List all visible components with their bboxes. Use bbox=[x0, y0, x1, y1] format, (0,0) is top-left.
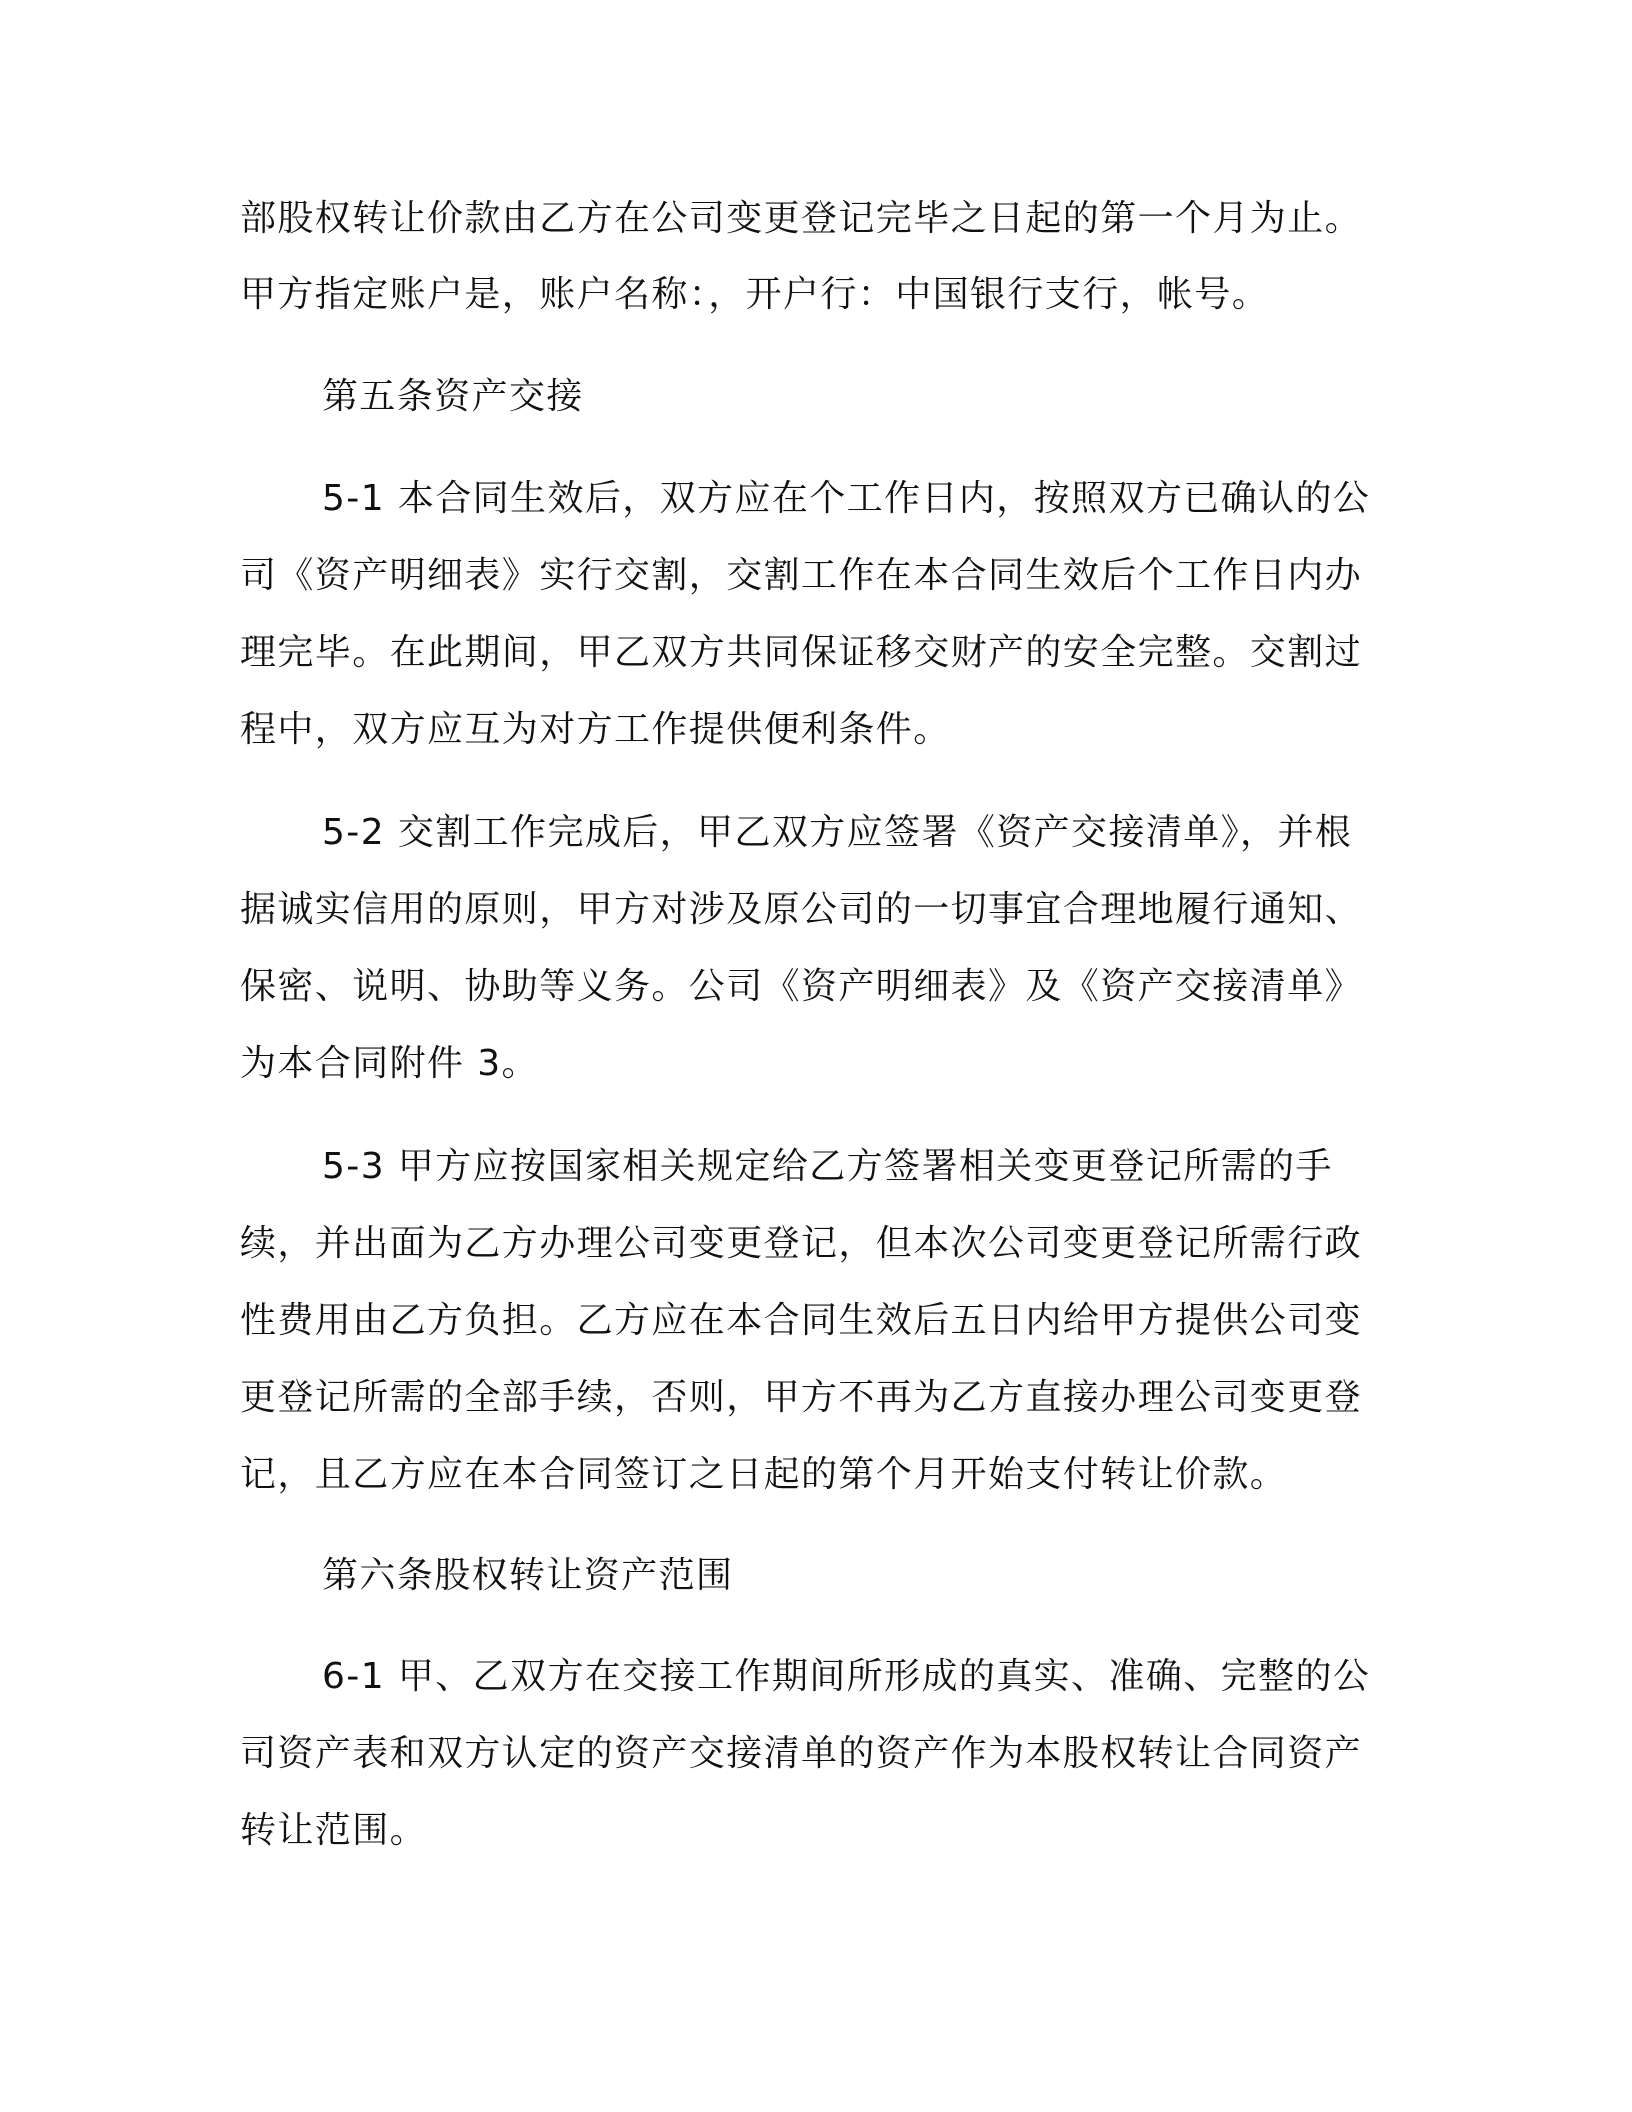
text-line: 为本合同附件 3。 bbox=[240, 1043, 539, 1084]
text-line: 5-3 甲方应按国家相关规定给乙方签署相关变更登记所需的手 bbox=[322, 1146, 1333, 1187]
text-line: 转让范围。 bbox=[240, 1810, 428, 1851]
text-line: 据诚实信用的原则，甲方对涉及原公司的一切事宜合理地履行通知、 bbox=[240, 889, 1363, 930]
text-line: 甲方指定账户是，账户名称：，开户行：中国银行支行，帐号。 bbox=[240, 274, 1270, 315]
text-line: 理完毕。在此期间，甲乙双方共同保证移交财产的安全完整。交割过 bbox=[240, 632, 1363, 673]
text-line: 记，且乙方应在本合同签订之日起的第个月开始支付转让价款。 bbox=[240, 1454, 1288, 1495]
text-line: 5-1 本合同生效后，双方应在个工作日内，按照双方已确认的公 bbox=[322, 478, 1371, 519]
text-line: 司资产表和双方认定的资产交接清单的资产作为本股权转让合同资产 bbox=[240, 1733, 1363, 1774]
text-line: 保密、说明、协助等义务。公司《资产明细表》及《资产交接清单》 bbox=[240, 966, 1363, 1007]
text-line: 续，并出面为乙方办理公司变更登记，但本次公司变更登记所需行政 bbox=[240, 1223, 1363, 1264]
text-line: 司《资产明细表》实行交割，交割工作在本合同生效后个工作日内办 bbox=[240, 555, 1363, 596]
text-line: 6-1 甲、乙双方在交接工作期间所形成的真实、准确、完整的公 bbox=[322, 1656, 1371, 1697]
section-heading: 第六条股权转让资产范围 bbox=[322, 1555, 734, 1596]
text-line: 更登记所需的全部手续，否则，甲方不再为乙方直接办理公司变更登 bbox=[240, 1377, 1363, 1418]
text-line: 部股权转让价款由乙方在公司变更登记完毕之日起的第一个月为止。 bbox=[240, 198, 1363, 239]
text-line: 5-2 交割工作完成后，甲乙双方应签署《资产交接清单》，并根 bbox=[322, 812, 1353, 853]
section-heading: 第五条资产交接 bbox=[322, 376, 584, 417]
text-line: 程中，双方应互为对方工作提供便利条件。 bbox=[240, 709, 951, 750]
text-line: 性费用由乙方负担。乙方应在本合同生效后五日内给甲方提供公司变 bbox=[240, 1300, 1363, 1341]
